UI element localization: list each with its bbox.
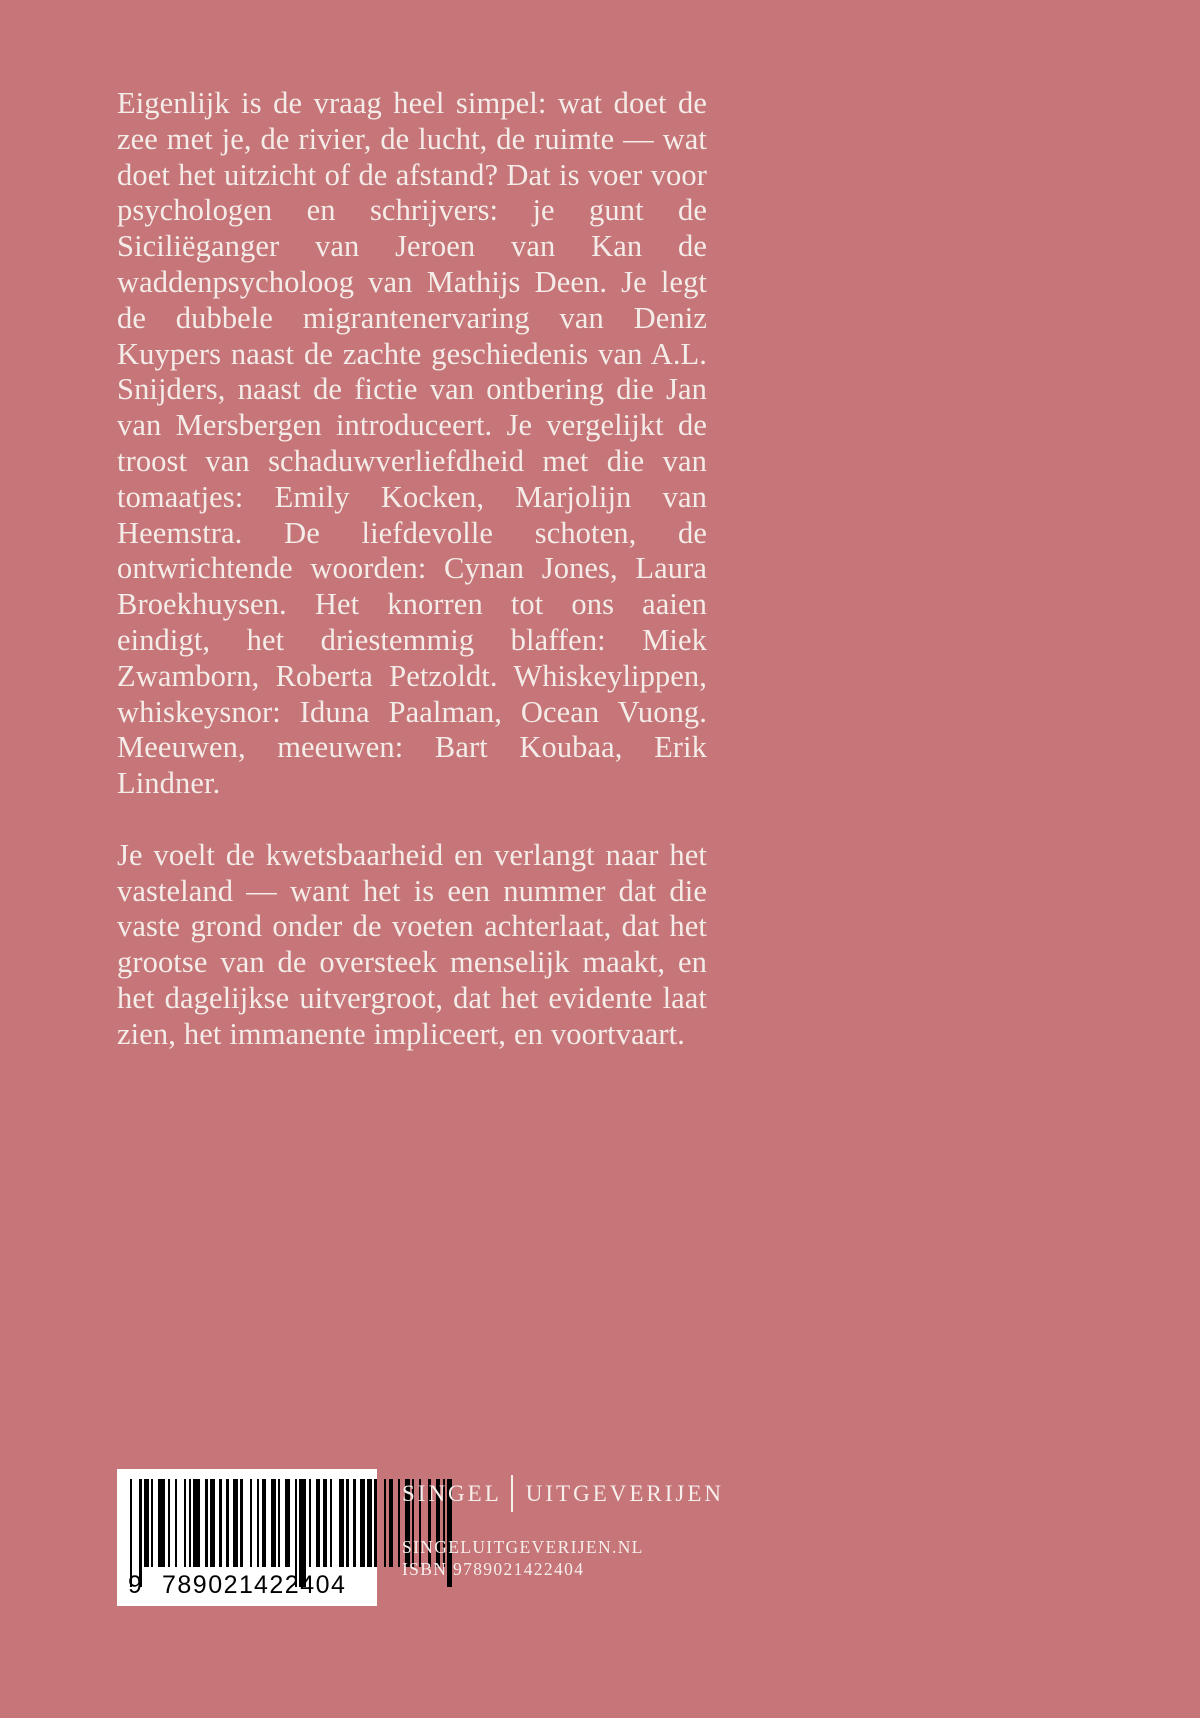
blurb-text-block bbox=[117, 86, 707, 1053]
isbn-barcode bbox=[117, 1469, 377, 1606]
barcode-digit-left: 9 bbox=[128, 1571, 144, 1599]
barcode-digits bbox=[130, 1567, 364, 1597]
blurb-paragraph-2: Je voelt de kwetsbaarheid en verlangt naar het vasteland — want het is een nummer dat die vaste grond onder de voeten achterlaat, dat het grootse van de oversteek menselijk maakt, en het dagelijkse uitvergroot, dat het evidente laat zien, het immanente impliceert, en voortvaart. bbox=[117, 837, 707, 1051]
barcode-digit-group-1: 789021 bbox=[162, 1571, 255, 1599]
publisher-logo-singel: SINGEL bbox=[402, 1481, 502, 1506]
publisher-logo-divider-icon bbox=[511, 1475, 513, 1512]
blurb-paragraph-1: Eigenlijk is de vraag heel simpel: wat doet de zee met je, de rivier, de lucht, de ruimte — wat doet het uitzicht of de afstand? Dat is voer voor psychologen en schrijvers: je gunt de Siciliëganger van Jeroen van Kan de waddenpsycholoog van Mathijs Deen. Je legt de dubbele migrantenervaring van Deniz Kuypers naast de zachte geschiedenis van A.L. Snijders, naast de fictie van ontbering die Jan van Mersbergen introduceert. Je vergelijkt de troost van schaduwverliefdheid met die van tomaatjes: Emily Kocken, Marjolijn van Heemstra. De liefdevolle schoten, de ontwrichtende woorden: Cynan Jones, Laura Broekhuysen. Het knorren tot ons aaien eindigt, het driestemmig blaffen: Miek Zwamborn, Roberta Petzoldt. Whiskeylippen, whiskeysnor: Iduna Paalman, Ocean Vuong. Meeuwen, meeuwen: Bart Koubaa, Erik Lindner. bbox=[117, 86, 707, 801]
publisher-logo-uitgeverijen: UITGEVERIJEN bbox=[525, 1481, 725, 1506]
publisher-details bbox=[402, 1536, 762, 1580]
cover-footer bbox=[117, 1469, 757, 1609]
barcode-bars bbox=[130, 1479, 364, 1567]
publisher-logo bbox=[402, 1475, 762, 1512]
barcode-digit-group-2: 422404 bbox=[254, 1571, 347, 1599]
publisher-website: SINGELUITGEVERIJEN.NL bbox=[402, 1537, 644, 1557]
publisher-isbn: ISBN 9789021422404 bbox=[402, 1559, 585, 1579]
publisher-block bbox=[402, 1475, 762, 1580]
